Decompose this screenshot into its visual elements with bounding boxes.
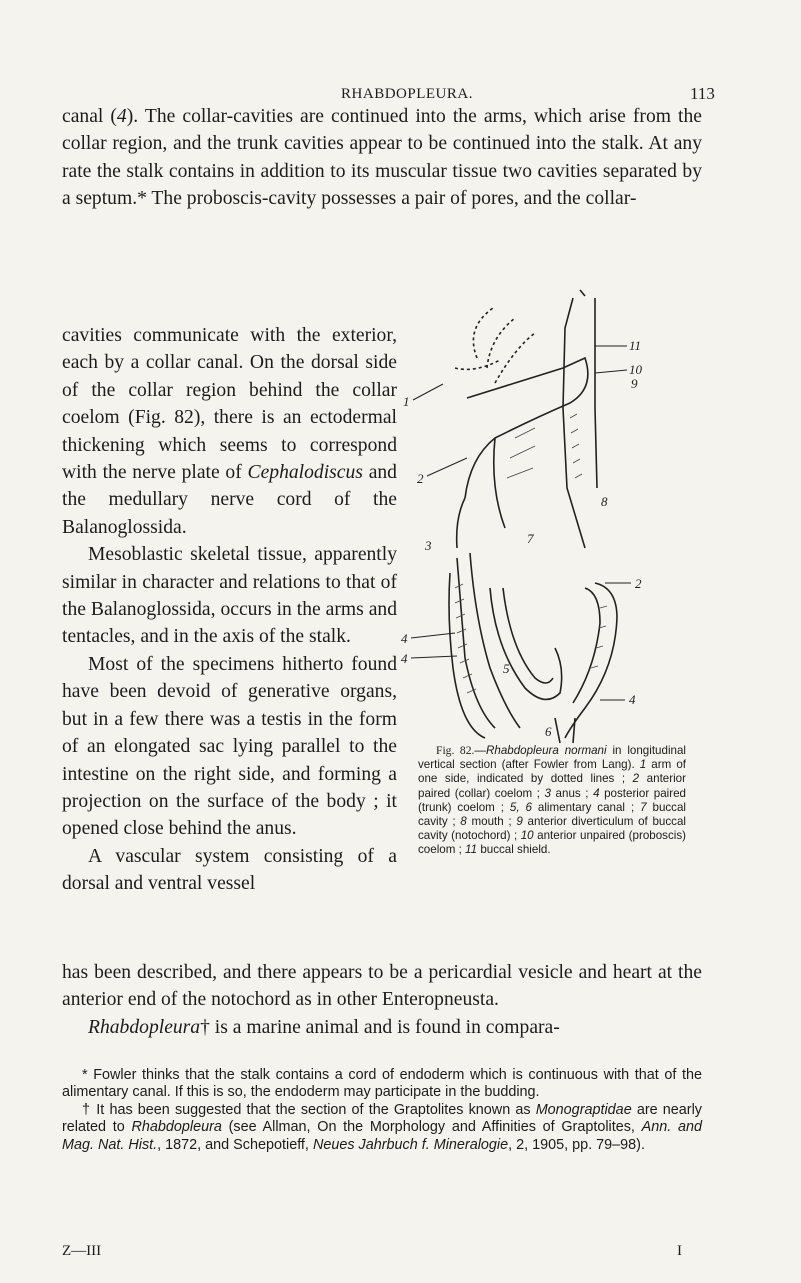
paragraph: canal (4). The collar-cavities are continued into the arms, which arise from the collar region, and the trunk cavities appear to be continued into the stalk. At any rate the stalk contains in addition to its muscular tissue two cavities separated by a septum.* The proboscis-cavity possesses a pair of pores, and the collar-: [62, 106, 702, 210]
figure-label-2: 2: [417, 471, 424, 486]
italic-run: 1: [639, 758, 647, 772]
footnotes: [62, 1067, 702, 1154]
italic-run: 4: [593, 786, 600, 800]
figure-label-3: 3: [425, 538, 432, 553]
italic-run: 10: [520, 829, 534, 843]
paragraph: Mesoblastic skeletal tissue, apparently similar in character and relations to that of the Balanoglossida, occurs in the arms and tentacles, and in the axis of the stalk.: [62, 544, 397, 648]
figure-label-4: 4: [401, 631, 408, 646]
italic-run: 7: [640, 800, 647, 814]
figure-label-2b: 2: [635, 576, 642, 591]
caption-lead: Fig. 82.: [436, 744, 475, 757]
italic-run: Monograptidae: [535, 1101, 632, 1118]
italic-run: 4: [116, 106, 127, 127]
caption-text: Fig. 82.—Rhabdopleura normani in longitudinal vertical section (after Fowler from Lang). 1 arm of one side, indicated by dotted lines ; 2 anterior paired (collar) coelom ; 3 anus ; 4 posterior paired (trunk) coelom ; 5, 6 alimentary canal ; 7 buccal cavity ; 8 mouth ; 9 anterior diverticulum of buccal cavity (notochord) ; 10 anterior unpaired (proboscis) coelom ; 11 buccal shield.: [418, 744, 687, 857]
footnote: * Fowler thinks that the stalk contains a cord of endoderm which is continuous with that of the alimentary canal. If this is so, the endoderm may participate in the budding.: [62, 1067, 702, 1101]
italic-run: Ann. and Mag. Nat. Hist.: [62, 1119, 702, 1153]
paragraph-1-full: [62, 103, 702, 213]
paragraph-4-full: [62, 959, 702, 1041]
figure-82-illustration: [395, 288, 655, 748]
signature-letter: I: [677, 1243, 682, 1259]
paragraph: Rhabdopleura† is a marine animal and is found in compara-: [88, 1016, 560, 1038]
rhabdopleura-section-drawing: [395, 288, 655, 748]
italic-run: Rhabdopleura normani: [486, 744, 607, 757]
signature-mark: Z—III: [62, 1243, 102, 1259]
figure-label-7: 7: [527, 531, 534, 546]
italic-run: 2: [632, 772, 640, 786]
footnote: † It has been suggested that the section of the Graptolites known as Monograptidae are nearly related to Rhabdopleura (see Allman, On the Morphology and Affinities of Graptolites, Ann. and Mag. Nat. Hist., 1872, and Schepotieff, Neues Jahrbuch f. Mineralogie, 2, 1905, pp. 79–98).: [62, 1101, 702, 1153]
figure-label-8: 8: [601, 494, 608, 509]
figure-label-6: 6: [545, 724, 552, 739]
figure-label-11: 11: [629, 338, 642, 353]
figure-label-5: 5: [503, 661, 510, 676]
italic-run: 11: [465, 843, 478, 857]
paragraph: has been described, and there appears to be a pericardial vesicle and heart at the anterior end of the notochord as in other Enteropneusta.: [62, 962, 702, 1011]
italic-run: Cephalodiscus: [247, 462, 363, 484]
figure-label-4b: 4: [401, 651, 408, 666]
italic-run: 3: [544, 786, 551, 800]
running-head: RHABDOPLEURA.: [341, 86, 473, 102]
paragraph: cavities communicate with the exterior, each by a collar canal. On the dorsal side of the collar region behind the collar coelom (Fig. 82), there is an ectodermal thickening which seems to correspond with the nerve plate of Cephalodiscus and the medullary nerve cord of the Balanoglossida.: [62, 325, 397, 538]
italic-run: 5, 6: [509, 800, 532, 814]
italic-run: 9: [516, 815, 523, 829]
italic-run: Rhabdopleura: [88, 1016, 201, 1038]
figure-caption: [418, 744, 686, 858]
paragraph-1-narrow: [62, 322, 397, 898]
italic-run: Neues Jahrbuch f. Mineralogie: [312, 1136, 509, 1153]
paragraph: A vascular system consisting of a dorsal and ventral vessel: [62, 845, 397, 895]
signature-line: [62, 1243, 702, 1260]
figure-label-9: 9: [631, 376, 638, 391]
italic-run: Rhabdopleura: [131, 1119, 222, 1136]
figure-label-10: 10: [629, 362, 642, 377]
paragraph: Most of the specimens hitherto found have been devoid of generative organs, but in a few there was a testis in the form of an elongated sac lying parallel to the intestine on the right side, and forming a projection on the surface of the body ; it opened close behind the anus.: [62, 653, 397, 840]
figure-label-4c: 4: [629, 692, 636, 707]
page-number: 113: [690, 84, 715, 103]
figure-label-1: 1: [403, 394, 410, 409]
italic-run: 8: [460, 815, 467, 829]
